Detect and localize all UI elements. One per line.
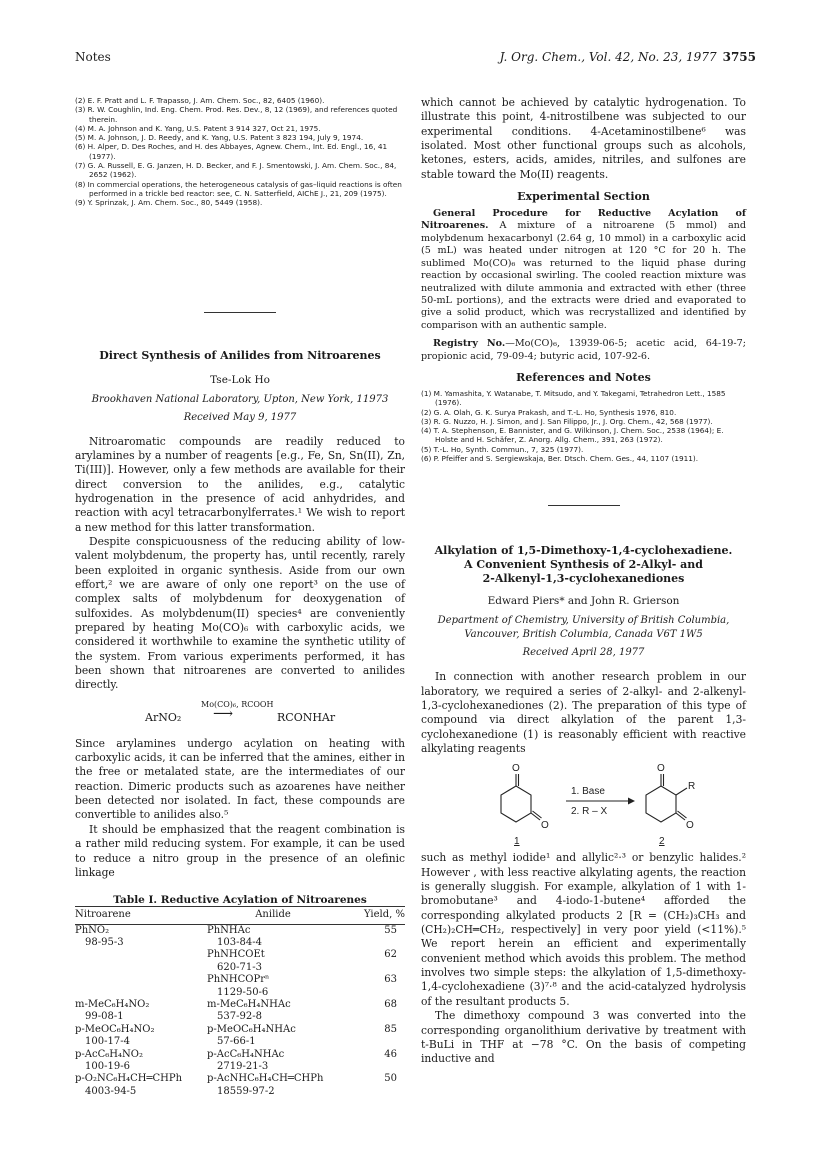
table-row [75, 987, 405, 999]
reaction-equation [75, 699, 405, 729]
reference-item: (3) R. W. Coughlin, Ind. Eng. Chem. Prod. Res. Dev., 8, 12 (1969), and references quoted therein. [75, 105, 398, 124]
reference-item: (8) In commercial operations, the heterogeneous catalysis of gas–liquid reactions is often performed in a trickle bed reactor: see, C. N. Satterfield, AIChE J., 21, 209 (1975). [75, 179, 402, 198]
table-row [75, 924, 405, 937]
alkylation-scheme-graphic [421, 756, 746, 851]
section-heading: References and Notes [516, 370, 651, 384]
product: RCONHAr [277, 710, 336, 724]
page-number: 3755 [722, 50, 756, 64]
section-heading: Experimental Section [517, 190, 650, 204]
table-header-row [75, 907, 405, 924]
reference-item: (4) T. A. Stephenson, E. Bannister, and G. Wilkinson, J. Chem. Soc., 2538 (1964); E. Holste and H. Schäfer, Z. Anorg. Allg. Chem., 391, 263 (1972). [421, 426, 724, 445]
article-body-continued [75, 737, 405, 880]
table-cell: PhNHCOEt [207, 949, 265, 961]
reference-item: (2) G. A. Olah, G. K. Surya Prakash, and T.-L. Ho, Synthesis 1976, 810. [421, 407, 677, 417]
references-list [421, 389, 746, 463]
table-cell: 4003-94-5 [85, 1085, 137, 1097]
table-cell: 57-66-1 [217, 1036, 256, 1048]
table-cell: 85 [384, 1023, 397, 1035]
table-cell [75, 987, 207, 999]
experimental-paragraph [421, 208, 746, 332]
cyclohexanedione-structure [501, 774, 542, 822]
table-cell: 537-92-8 [217, 1011, 262, 1023]
body-paragraph: Nitroaromatic compounds are readily reduced to arylamines by a number of reagents [e.g., Fe, Sn, Sn(II), Zn, Ti(III)]. However, only a few methods are available for their direct conversion to the anilides, e.g., catalytic hydrogenation in the presence of acid anhydrides, and reaction with acyl tetracarbonylferrates.¹ We wish to report a new method for this latter transformation. [75, 434, 405, 534]
table-cell [75, 962, 207, 974]
table-header: Anilide [207, 907, 339, 924]
registry-paragraph [421, 338, 746, 363]
table-row [75, 962, 405, 974]
table-row [75, 1086, 405, 1098]
table-caption: Table I. Reductive Acylation of Nitroarenes [113, 894, 367, 907]
table-cell: PhNHCOPrⁿ [207, 974, 270, 986]
table-cell: 68 [384, 999, 397, 1011]
body-paragraph: It should be emphasized that the reagent combination is a rather mild reducing system. For example, it can be used to reduce a nitro group in the presence of an olefinic linkage [75, 822, 405, 879]
reference-item: (4) M. A. Johnson and K. Yang, U.S. Patent 3 914 327, Oct 21, 1975. [75, 123, 321, 133]
procedure-text: A mixture of a nitroarene (5 mmol) and molybdenum hexacarbonyl (2.64 g, 10 mmol) in a carboxylic acid (5 mL) was heated under nitrogen at 120 °C for 20 h. The sublimed Mo(CO)₆ was returned to the liquid phase during reaction by occasional swirling. The cooled reaction mixture was neutralized with dilute ammonia and extracted with ether (three 50-mL portions), and the extracts were dried and evaporated to give a solid product, which was recrystallized and identified by comparison with an authentic sample. [421, 220, 746, 331]
table-row [75, 1036, 405, 1048]
article-body-continued [421, 851, 746, 1066]
table-cell: m-MeC₆H₄NO₂ [75, 999, 150, 1011]
compound-label-1: 1 [514, 836, 520, 848]
body-paragraph: Despite conspicuousness of the reducing ability of low-valent molybdenum, the property has, until recently, rarely been exploited in organic synthesis. Aside from our own effort,² we are aware of only one report³ on the use of complex salts of molybdenum for deoxygenation of sulfoxides. As molybdenum(II) species⁴ are conveniently prepared by heating Mo(CO)₆ with carboxylic acids, we considered it worthwhile to examine the synthetic utility of the system. From various experiments performed, it has been shown that nitroarenes are converted to anilides directly. [75, 534, 405, 692]
reference-item: (1) M. Yamashita, Y. Watanabe, T. Mitsudo, and Y. Takegami, Tetrahedron Lett., 1585 (1976). [421, 388, 726, 408]
article-body-continued [421, 96, 746, 182]
right-column [421, 96, 746, 1067]
title-line: 2-Alkenyl-1,3-cyclohexanediones [482, 572, 685, 586]
body-paragraph: The dimethoxy compound 3 was converted into the corresponding organolithium derivative by treatment with t-BuLi in THF at −78 °C. On the basis of competing inductive and [421, 1009, 746, 1066]
table-cell [75, 974, 207, 986]
article-title [421, 544, 746, 586]
table-row [75, 937, 405, 949]
r-group-label: R [688, 781, 696, 793]
previous-article-references [75, 96, 405, 208]
reference-item: (9) Y. Sprinzak, J. Am. Chem. Soc., 80, 5449 (1958). [75, 198, 263, 208]
table-row [75, 999, 405, 1011]
data-table [75, 906, 405, 1098]
registry-label: Registry No. [433, 338, 506, 350]
body-paragraph: which cannot be achieved by catalytic hydrogenation. To illustrate this point, 4-nitrostilbene was subjected to our experimental conditions. 4-Acetaminostilbene⁶ was isolated. Most other functional groups such as alcohols, ketones, esters, acids, amides, nitriles, and sulfones are stable toward the Mo(II) reagents. [421, 96, 746, 181]
table-cell: p-AcC₆H₄NHAc [207, 1048, 285, 1060]
article-author: Tse-Lok Ho [210, 373, 270, 386]
step-2-label: 2. R – X [571, 806, 608, 818]
table-cell: p-AcNHC₆H₄CH═CHPh [207, 1073, 324, 1085]
table-row [75, 1073, 405, 1085]
reactant: ArNO₂ [145, 710, 182, 724]
table-cell [75, 949, 207, 961]
received-date: Received April 28, 1977 [522, 647, 645, 659]
compound-label-2: 2 [659, 836, 665, 848]
table-row [75, 1024, 405, 1036]
reaction-scheme [421, 756, 746, 851]
table-cell: 46 [384, 1048, 397, 1060]
oxygen-label: O [686, 820, 694, 832]
table-cell: 620-71-3 [217, 961, 262, 973]
reagent-label: Mo(CO)₆, RCOOH [201, 699, 274, 709]
alkyl-dione-structure [646, 774, 687, 822]
reaction-arrow: ⟶ [213, 705, 234, 722]
table-cell: 99-08-1 [85, 1011, 124, 1023]
step-1-label: 1. Base [571, 786, 605, 798]
table-row [75, 949, 405, 961]
reference-item: (7) G. A. Russell, E. G. Janzen, H. D. Becker, and F. J. Smentowski, J. Am. Chem. Soc., 84, 2652 (1962). [75, 161, 397, 180]
oxygen-label: O [512, 763, 520, 775]
table-cell: p-O₂NC₆H₄CH═CHPh [75, 1073, 183, 1085]
table-cell: p-AcC₆H₄NO₂ [75, 1048, 143, 1060]
title-line: A Convenient Synthesis of 2-Alkyl- and [464, 558, 703, 572]
table-cell: 100-17-4 [85, 1036, 130, 1048]
table-cell: 98-95-3 [85, 937, 124, 948]
affiliation-line: Department of Chemistry, University of British Columbia, [437, 615, 730, 627]
oxygen-label: O [541, 820, 549, 832]
reference-item: (6) P. Pfeiffer and S. Sergiewskaja, Ber. Dtsch. Chem. Ges., 44, 1107 (1911). [421, 454, 699, 464]
procedure-heading: General Procedure for Reductive Acylation of Nitroarenes. [421, 208, 746, 232]
received-date: Received May 9, 1977 [183, 411, 297, 423]
title-line: Alkylation of 1,5-Dimethoxy-1,4-cyclohexadiene. [434, 544, 733, 558]
reference-item: (5) T.-L. Ho, Synth. Commun., 7, 325 (1977). [421, 444, 584, 454]
reaction-arrow-head [628, 798, 635, 805]
table-header: Yield, % [339, 907, 405, 924]
table-cell: p-MeOC₆H₄NO₂ [75, 1023, 155, 1035]
affiliation-line: Vancouver, British Columbia, Canada V6T 1W5 [464, 629, 703, 641]
table-row [75, 1011, 405, 1023]
table-cell: 50 [384, 1073, 397, 1085]
article-authors: Edward Piers* and John R. Grierson [487, 595, 680, 608]
table-cell: 1129-50-6 [217, 986, 269, 998]
table-cell: 63 [384, 974, 397, 986]
table-cell: 18559-97-2 [217, 1085, 275, 1097]
body-paragraph: Since arylamines undergo acylation on heating with carboxylic acids, it can be inferred that the amines, either in the free or metalated state, are the intermediates of our reaction. Dimeric products such as azoarenes have neither been detected nor isolated. In fact, these compounds are convertible to anilides also.⁵ [75, 736, 405, 822]
table-row [75, 1061, 405, 1073]
oxygen-label: O [657, 763, 665, 775]
left-column [75, 96, 405, 1098]
journal-citation: J. Org. Chem., Vol. 42, No. 23, 1977 [499, 50, 717, 64]
table-cell: 62 [384, 949, 397, 961]
table-cell: 103-84-4 [217, 937, 262, 948]
article-body [421, 670, 746, 756]
table-cell: 100-19-6 [85, 1061, 130, 1073]
body-paragraph: such as methyl iodide¹ and allylic²·³ or benzylic halides.² However , with less reactive alkylating agents, the reaction is generally sluggish. For example, alkylation of 1 with 1-bromobutane³ and 4-iodo-1-butene⁴ afforded the corresponding alkylated products 2 [R = (CH₂)₃CH₃ and (CH₂)₂CH═CH₂, respectively] in very poor yield (<11%).⁵ We report herein an efficient and experimentally convenient method which avoids this problem. The method involves two simple steps: the alkylation of 1,5-dimethoxy-1,4-cyclohexadiene (3)⁷·⁸ and the acid-catalyzed hydrolysis of the resultant products 5. [421, 851, 746, 1008]
table-cell: m-MeC₆H₄NHAc [207, 999, 291, 1011]
article-body [75, 435, 405, 693]
table-cell: PhNO₂ [75, 924, 110, 936]
running-head-journal [500, 50, 756, 64]
reference-item: (6) H. Alper, D. Des Roches, and H. des Abbayes, Agnew. Chem., Int. Ed. Engl., 16, 41 (1977). [75, 142, 388, 161]
article-title: Direct Synthesis of Anilides from Nitroarenes [99, 348, 381, 362]
running-head-section: Notes [75, 50, 111, 64]
registry-text: —Mo(CO)₆, 13939-06-5; acetic acid, 64-19-7; propionic acid, 79-09-4; butyric acid, 107-92-6. [421, 338, 746, 362]
table-row [75, 1049, 405, 1061]
table-cell: 55 [384, 924, 397, 936]
body-paragraph: In connection with another research problem in our laboratory, we required a series of 2-alkyl- and 2-alkenyl-1,3-cyclohexanediones (2). The preparation of this type of compound via direct alkylation of the parent 1,3-cyclohexanedione (1) is reasonably efficient with reactive alkylating reagents [421, 670, 746, 756]
table-cell: p-MeOC₆H₄NHAc [207, 1023, 296, 1035]
table-cell: PhNHAc [207, 924, 251, 936]
article-affiliation: Brookhaven National Laboratory, Upton, New York, 11973 [91, 393, 389, 405]
reference-item: (3) R. G. Nuzzo, H. J. Simon, and J. San Filippo, Jr., J. Org. Chem., 42, 568 (1977). [421, 416, 713, 426]
table-cell: 2719-21-3 [217, 1061, 269, 1073]
reference-item: (2) E. F. Pratt and L. F. Trapasso, J. Am. Chem. Soc., 82, 6405 (1960). [75, 96, 325, 105]
reference-item: (5) M. A. Johnson, J. D. Reedy, and K. Yang, U.S. Patent 3 823 194, July 9, 1974. [75, 133, 364, 143]
table-row [75, 974, 405, 986]
table-header: Nitroarene [75, 907, 207, 924]
article-affiliation [421, 614, 746, 642]
